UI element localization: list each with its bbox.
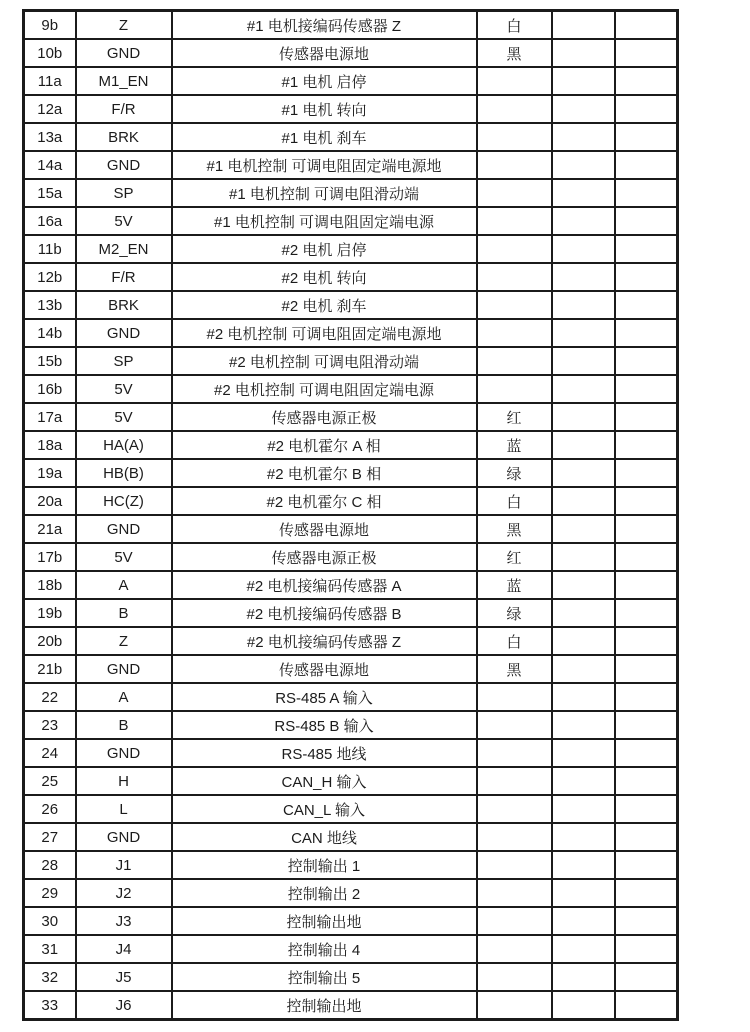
empty-cell (552, 515, 615, 543)
empty-cell (615, 11, 678, 40)
color-cell (477, 711, 552, 739)
signal-cell: 5V (76, 403, 172, 431)
empty-cell (615, 851, 678, 879)
pin-cell: 21a (24, 515, 76, 543)
signal-cell: GND (76, 823, 172, 851)
table-row (24, 291, 678, 319)
empty-cell (552, 935, 615, 963)
empty-cell (615, 963, 678, 991)
empty-cell (615, 991, 678, 1020)
description-cell: #2 电机 转向 (172, 263, 477, 291)
description-cell: 传感器电源正极 (172, 403, 477, 431)
pin-cell: 15b (24, 347, 76, 375)
empty-cell (615, 431, 678, 459)
table-row (24, 571, 678, 599)
pin-cell: 19b (24, 599, 76, 627)
table-row (24, 207, 678, 235)
pin-cell: 10b (24, 39, 76, 67)
color-cell (477, 375, 552, 403)
table-row (24, 235, 678, 263)
description-cell: RS-485 地线 (172, 739, 477, 767)
empty-cell (552, 767, 615, 795)
pin-cell: 22 (24, 683, 76, 711)
empty-cell (552, 347, 615, 375)
color-cell (477, 263, 552, 291)
empty-cell (552, 235, 615, 263)
table-row (24, 991, 678, 1020)
pin-cell: 18b (24, 571, 76, 599)
description-cell: #2 电机 刹车 (172, 291, 477, 319)
description-cell: #2 电机控制 可调电阻固定端电源 (172, 375, 477, 403)
pin-cell: 29 (24, 879, 76, 907)
table-row (24, 95, 678, 123)
signal-cell: L (76, 795, 172, 823)
color-cell (477, 235, 552, 263)
table-row (24, 963, 678, 991)
empty-cell (552, 263, 615, 291)
table-row (24, 319, 678, 347)
description-cell: #1 电机控制 可调电阻固定端电源 (172, 207, 477, 235)
signal-cell: SP (76, 347, 172, 375)
color-cell: 蓝 (477, 571, 552, 599)
color-cell: 红 (477, 543, 552, 571)
color-cell (477, 319, 552, 347)
description-cell: 控制输出 2 (172, 879, 477, 907)
signal-cell: SP (76, 179, 172, 207)
table-row (24, 459, 678, 487)
color-cell (477, 683, 552, 711)
signal-cell: J1 (76, 851, 172, 879)
table-row (24, 179, 678, 207)
table-row (24, 431, 678, 459)
empty-cell (615, 487, 678, 515)
description-cell: #2 电机霍尔 C 相 (172, 487, 477, 515)
color-cell: 白 (477, 487, 552, 515)
color-cell (477, 179, 552, 207)
signal-cell: J5 (76, 963, 172, 991)
signal-cell: J4 (76, 935, 172, 963)
empty-cell (552, 459, 615, 487)
table-row (24, 11, 678, 40)
signal-cell: 5V (76, 375, 172, 403)
table-row (24, 655, 678, 683)
description-cell: RS-485 B 输入 (172, 711, 477, 739)
empty-cell (615, 235, 678, 263)
empty-cell (615, 319, 678, 347)
description-cell: 控制输出 1 (172, 851, 477, 879)
empty-cell (615, 599, 678, 627)
empty-cell (552, 823, 615, 851)
color-cell (477, 67, 552, 95)
pin-cell: 23 (24, 711, 76, 739)
empty-cell (615, 95, 678, 123)
pin-cell: 26 (24, 795, 76, 823)
description-cell: #2 电机 启停 (172, 235, 477, 263)
empty-cell (552, 11, 615, 40)
empty-cell (615, 795, 678, 823)
table-body (24, 11, 678, 1020)
color-cell: 黑 (477, 39, 552, 67)
pin-cell: 33 (24, 991, 76, 1020)
color-cell (477, 935, 552, 963)
empty-cell (615, 683, 678, 711)
signal-cell: GND (76, 515, 172, 543)
pin-cell: 24 (24, 739, 76, 767)
empty-cell (615, 347, 678, 375)
signal-cell: GND (76, 151, 172, 179)
table-row (24, 39, 678, 67)
color-cell: 黑 (477, 655, 552, 683)
empty-cell (552, 683, 615, 711)
color-cell (477, 823, 552, 851)
pin-cell: 21b (24, 655, 76, 683)
signal-cell: BRK (76, 123, 172, 151)
signal-cell: F/R (76, 263, 172, 291)
description-cell: CAN 地线 (172, 823, 477, 851)
description-cell: 传感器电源正极 (172, 543, 477, 571)
description-cell: #1 电机控制 可调电阻固定端电源地 (172, 151, 477, 179)
table-row (24, 627, 678, 655)
pin-cell: 15a (24, 179, 76, 207)
description-cell: CAN_H 输入 (172, 767, 477, 795)
description-cell: #2 电机霍尔 B 相 (172, 459, 477, 487)
empty-cell (615, 907, 678, 935)
pin-cell: 9b (24, 11, 76, 40)
table-row (24, 347, 678, 375)
color-cell: 黑 (477, 515, 552, 543)
table-row (24, 67, 678, 95)
table-row (24, 907, 678, 935)
description-cell: #1 电机 刹车 (172, 123, 477, 151)
empty-cell (552, 375, 615, 403)
empty-cell (552, 67, 615, 95)
signal-cell: J2 (76, 879, 172, 907)
color-cell: 蓝 (477, 431, 552, 459)
description-cell: #1 电机 转向 (172, 95, 477, 123)
pin-cell: 14a (24, 151, 76, 179)
description-cell: 控制输出 4 (172, 935, 477, 963)
empty-cell (552, 991, 615, 1020)
color-cell: 白 (477, 627, 552, 655)
description-cell: 传感器电源地 (172, 39, 477, 67)
description-cell: #2 电机接编码传感器 A (172, 571, 477, 599)
empty-cell (552, 963, 615, 991)
signal-cell: Z (76, 627, 172, 655)
empty-cell (552, 123, 615, 151)
color-cell (477, 795, 552, 823)
pin-cell: 19a (24, 459, 76, 487)
table-row (24, 767, 678, 795)
color-cell: 白 (477, 11, 552, 40)
pin-assignment-table (22, 9, 679, 1021)
pin-cell: 11b (24, 235, 76, 263)
description-cell: 控制输出地 (172, 907, 477, 935)
table-row (24, 487, 678, 515)
empty-cell (552, 403, 615, 431)
color-cell (477, 907, 552, 935)
signal-cell: GND (76, 319, 172, 347)
empty-cell (552, 319, 615, 347)
empty-cell (552, 907, 615, 935)
description-cell: #2 电机霍尔 A 相 (172, 431, 477, 459)
color-cell: 红 (477, 403, 552, 431)
pin-cell: 12b (24, 263, 76, 291)
signal-cell: Z (76, 11, 172, 40)
color-cell: 绿 (477, 599, 552, 627)
empty-cell (615, 179, 678, 207)
color-cell (477, 95, 552, 123)
empty-cell (552, 851, 615, 879)
signal-cell: HA(A) (76, 431, 172, 459)
description-cell: 传感器电源地 (172, 655, 477, 683)
empty-cell (615, 123, 678, 151)
pin-cell: 16b (24, 375, 76, 403)
signal-cell: BRK (76, 291, 172, 319)
description-cell: #1 电机控制 可调电阻滑动端 (172, 179, 477, 207)
signal-cell: HB(B) (76, 459, 172, 487)
signal-cell: J6 (76, 991, 172, 1020)
pin-cell: 25 (24, 767, 76, 795)
color-cell (477, 123, 552, 151)
empty-cell (552, 711, 615, 739)
empty-cell (615, 151, 678, 179)
empty-cell (552, 179, 615, 207)
pin-cell: 11a (24, 67, 76, 95)
empty-cell (615, 879, 678, 907)
empty-cell (615, 207, 678, 235)
empty-cell (615, 403, 678, 431)
empty-cell (552, 739, 615, 767)
table-row (24, 711, 678, 739)
description-cell: 控制输出地 (172, 991, 477, 1020)
empty-cell (552, 431, 615, 459)
empty-cell (552, 627, 615, 655)
description-cell: #1 电机 启停 (172, 67, 477, 95)
signal-cell: J3 (76, 907, 172, 935)
table-row (24, 543, 678, 571)
empty-cell (552, 39, 615, 67)
table-row (24, 683, 678, 711)
empty-cell (552, 291, 615, 319)
pin-cell: 32 (24, 963, 76, 991)
signal-cell: 5V (76, 543, 172, 571)
empty-cell (552, 487, 615, 515)
pin-cell: 28 (24, 851, 76, 879)
signal-cell: A (76, 571, 172, 599)
color-cell (477, 851, 552, 879)
empty-cell (552, 599, 615, 627)
pin-cell: 17b (24, 543, 76, 571)
color-cell (477, 291, 552, 319)
empty-cell (615, 823, 678, 851)
empty-cell (615, 263, 678, 291)
table-row (24, 515, 678, 543)
pin-cell: 17a (24, 403, 76, 431)
empty-cell (615, 655, 678, 683)
signal-cell: M1_EN (76, 67, 172, 95)
signal-cell: H (76, 767, 172, 795)
pin-cell: 12a (24, 95, 76, 123)
empty-cell (615, 515, 678, 543)
color-cell: 绿 (477, 459, 552, 487)
signal-cell: HC(Z) (76, 487, 172, 515)
color-cell (477, 207, 552, 235)
signal-cell: M2_EN (76, 235, 172, 263)
table-row (24, 795, 678, 823)
table-row (24, 851, 678, 879)
color-cell (477, 347, 552, 375)
table-row (24, 823, 678, 851)
signal-cell: GND (76, 39, 172, 67)
color-cell (477, 767, 552, 795)
empty-cell (552, 207, 615, 235)
empty-cell (615, 935, 678, 963)
pin-cell: 18a (24, 431, 76, 459)
empty-cell (615, 543, 678, 571)
table-row (24, 263, 678, 291)
empty-cell (615, 711, 678, 739)
pin-cell: 20b (24, 627, 76, 655)
empty-cell (552, 795, 615, 823)
empty-cell (615, 739, 678, 767)
description-cell: #2 电机控制 可调电阻滑动端 (172, 347, 477, 375)
table-row (24, 739, 678, 767)
description-cell: #2 电机接编码传感器 B (172, 599, 477, 627)
signal-cell: B (76, 711, 172, 739)
description-cell: CAN_L 输入 (172, 795, 477, 823)
empty-cell (552, 95, 615, 123)
empty-cell (615, 767, 678, 795)
description-cell: #2 电机控制 可调电阻固定端电源地 (172, 319, 477, 347)
signal-cell: GND (76, 739, 172, 767)
empty-cell (615, 291, 678, 319)
empty-cell (615, 571, 678, 599)
description-cell: #2 电机接编码传感器 Z (172, 627, 477, 655)
table-row (24, 879, 678, 907)
color-cell (477, 963, 552, 991)
pin-cell: 13b (24, 291, 76, 319)
color-cell (477, 879, 552, 907)
empty-cell (615, 459, 678, 487)
signal-cell: B (76, 599, 172, 627)
table-row (24, 123, 678, 151)
empty-cell (552, 655, 615, 683)
pin-cell: 16a (24, 207, 76, 235)
signal-cell: A (76, 683, 172, 711)
empty-cell (552, 879, 615, 907)
description-cell: #1 电机接编码传感器 Z (172, 11, 477, 40)
empty-cell (615, 375, 678, 403)
empty-cell (552, 151, 615, 179)
signal-cell: GND (76, 655, 172, 683)
description-cell: RS-485 A 输入 (172, 683, 477, 711)
table-row (24, 935, 678, 963)
table-row (24, 599, 678, 627)
table-row (24, 151, 678, 179)
table-row (24, 375, 678, 403)
empty-cell (552, 543, 615, 571)
empty-cell (615, 39, 678, 67)
empty-cell (615, 67, 678, 95)
pin-cell: 13a (24, 123, 76, 151)
empty-cell (552, 571, 615, 599)
signal-cell: F/R (76, 95, 172, 123)
pin-cell: 20a (24, 487, 76, 515)
empty-cell (615, 627, 678, 655)
description-cell: 控制输出 5 (172, 963, 477, 991)
pin-cell: 14b (24, 319, 76, 347)
color-cell (477, 151, 552, 179)
pin-cell: 31 (24, 935, 76, 963)
table-row (24, 403, 678, 431)
color-cell (477, 991, 552, 1020)
color-cell (477, 739, 552, 767)
signal-cell: 5V (76, 207, 172, 235)
pin-cell: 27 (24, 823, 76, 851)
description-cell: 传感器电源地 (172, 515, 477, 543)
pin-cell: 30 (24, 907, 76, 935)
